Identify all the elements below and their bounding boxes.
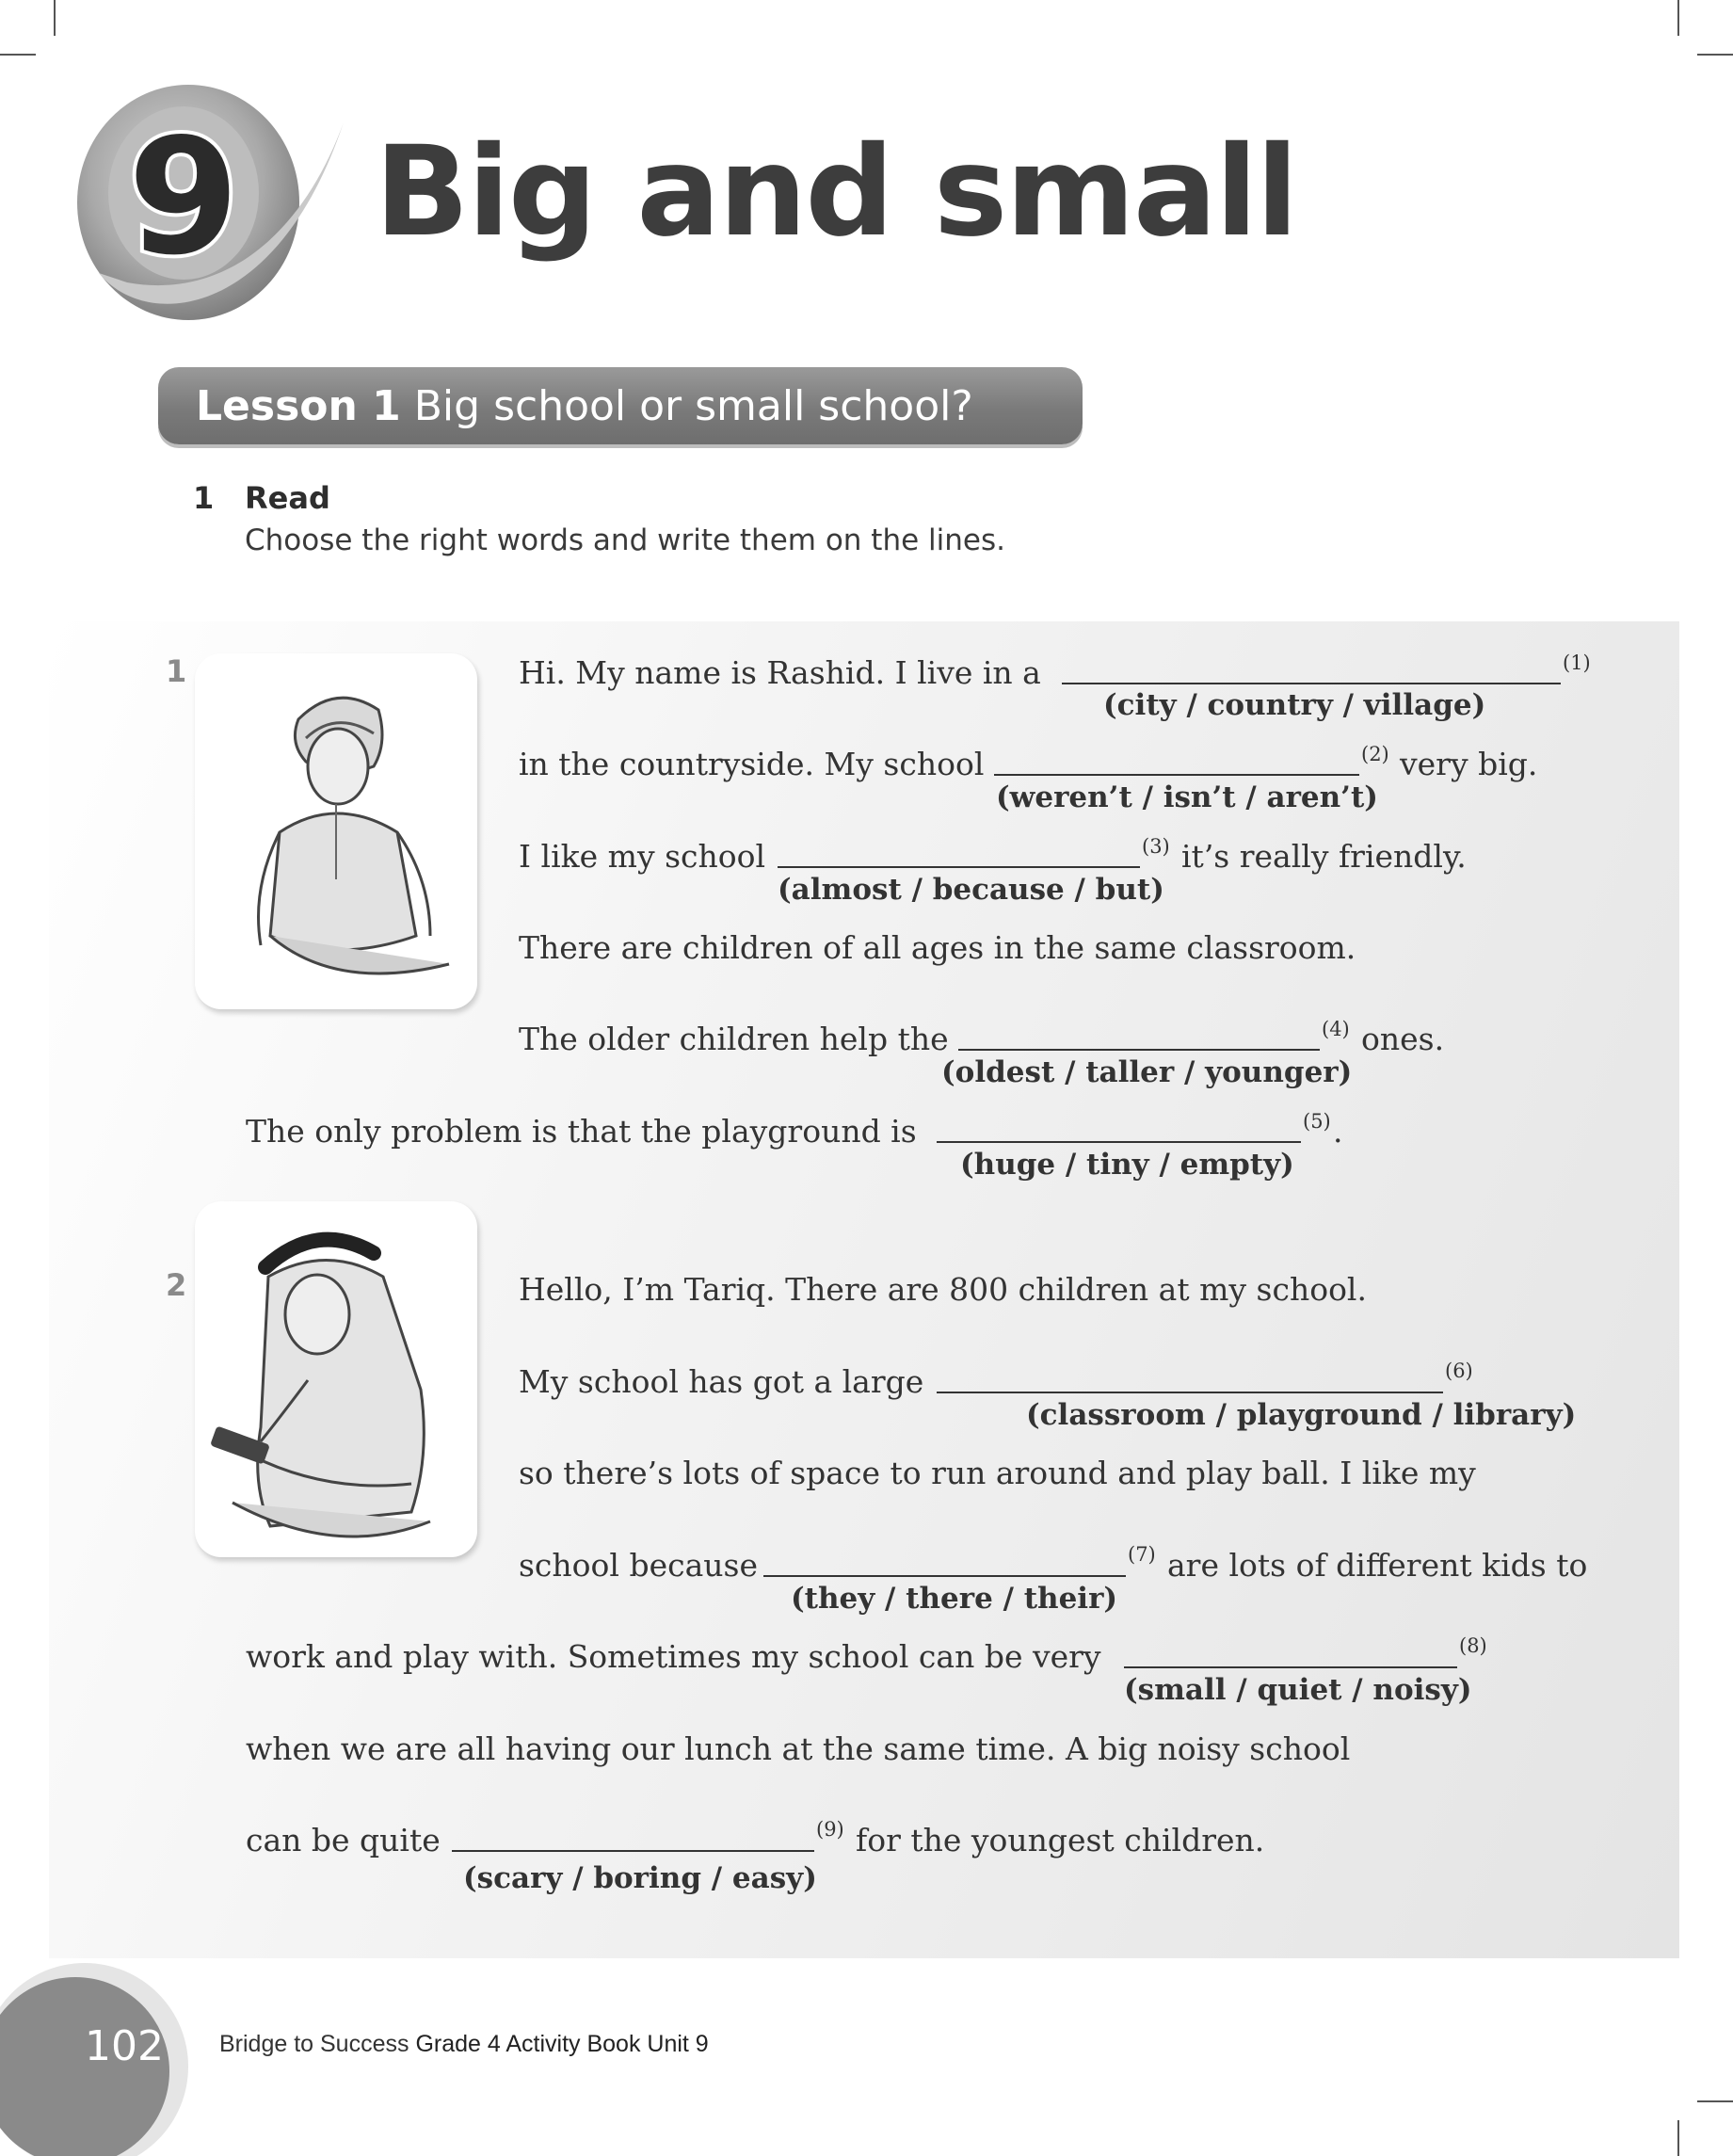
word-options: (city / country / village) <box>1103 688 1486 722</box>
answer-blank[interactable] <box>937 1392 1443 1393</box>
blank-number: (6) <box>1445 1360 1473 1382</box>
word-options: (scary / boring / easy) <box>463 1861 817 1895</box>
answer-blank[interactable] <box>1124 1666 1457 1668</box>
answer-blank[interactable] <box>1062 683 1561 684</box>
sentence-line: The only problem is that the playground is <box>246 1113 917 1150</box>
crop-mark <box>1677 0 1679 36</box>
exercise-number: 1 <box>193 480 215 516</box>
unit-title: Big and small <box>375 120 1297 265</box>
sentence-after: for the youngest children. <box>856 1822 1265 1858</box>
sentence-line: can be quite <box>246 1822 441 1858</box>
sentence-line: school because <box>519 1547 758 1584</box>
section-number: 1 <box>166 653 187 689</box>
sentence-after: ones. <box>1361 1021 1445 1057</box>
word-options: (oldest / taller / younger) <box>941 1055 1353 1089</box>
blank-number: (1) <box>1563 652 1591 674</box>
sentence-line: I like my school <box>519 838 766 875</box>
sentence-line: so there’s lots of space to run around and play ball. I like my <box>519 1455 1476 1491</box>
page-number: 102 <box>85 2022 164 2070</box>
sentence-line: There are children of all ages in the same classroom. <box>519 929 1356 966</box>
exercise-instruction: Choose the right words and write them on the lines. <box>245 523 1005 557</box>
word-options: (small / quiet / noisy) <box>1124 1673 1472 1707</box>
tariq-illustration <box>195 1201 477 1557</box>
sentence-line: when we are all having our lunch at the same time. A big noisy school <box>246 1730 1351 1767</box>
footer-text <box>219 2031 709 2058</box>
answer-blank[interactable] <box>994 774 1359 776</box>
crop-mark <box>1697 54 1733 56</box>
word-options: (classroom / playground / library) <box>1026 1398 1577 1432</box>
crop-mark <box>1697 2100 1733 2102</box>
exercise-title: Read <box>245 480 330 516</box>
blank-number: (3) <box>1142 835 1170 858</box>
crop-mark <box>54 0 56 36</box>
unit-badge <box>71 85 344 330</box>
answer-blank[interactable] <box>763 1575 1126 1577</box>
lesson-title: Big school or small school? <box>413 381 973 430</box>
answer-blank[interactable] <box>778 866 1140 868</box>
sentence-line: Hi. My name is Rashid. I live in a <box>519 654 1041 691</box>
word-options: (they / there / their) <box>791 1582 1118 1616</box>
sentence-after: very big. <box>1400 746 1538 782</box>
answer-blank[interactable] <box>452 1850 814 1852</box>
sentence-line: in the countryside. My school <box>519 746 985 782</box>
answer-blank[interactable] <box>958 1049 1320 1051</box>
answer-blank[interactable] <box>937 1141 1301 1143</box>
blank-number: (8) <box>1459 1634 1487 1657</box>
footer-book: Grade 4 Activity Book Unit 9 <box>415 2031 709 2057</box>
lesson-banner <box>158 367 1083 444</box>
word-options: (weren’t / isn’t / aren’t) <box>996 780 1378 814</box>
sentence-after: it’s really friendly. <box>1181 838 1467 875</box>
sentence-line: work and play with. Sometimes my school can be very <box>246 1638 1101 1675</box>
boy-sitting-illustration <box>195 653 477 1009</box>
blank-number: (5) <box>1303 1110 1331 1133</box>
rashid-illustration <box>195 653 477 1009</box>
blank-number: (7) <box>1128 1543 1156 1566</box>
crop-mark <box>0 54 36 56</box>
sentence-line: The older children help the <box>519 1021 949 1057</box>
blank-number: (4) <box>1322 1018 1350 1040</box>
word-options: (huge / tiny / empty) <box>960 1148 1294 1182</box>
section-number: 2 <box>166 1267 187 1303</box>
footer-series: Bridge to Success <box>219 2031 409 2057</box>
unit-number: 9 <box>127 105 240 291</box>
sentence-after: . <box>1333 1113 1343 1150</box>
blank-number: (9) <box>816 1818 844 1841</box>
sentence-line: Hello, I’m Tariq. There are 800 children at my school. <box>519 1271 1367 1308</box>
sentence-after: are lots of different kids to <box>1167 1547 1588 1584</box>
crop-mark <box>1677 2120 1679 2156</box>
lesson-label: Lesson 1 <box>196 381 401 430</box>
boy-with-phone-illustration <box>195 1201 477 1557</box>
word-options: (almost / because / but) <box>778 873 1164 907</box>
blank-number: (2) <box>1361 743 1389 765</box>
sentence-line: My school has got a large <box>519 1363 924 1400</box>
